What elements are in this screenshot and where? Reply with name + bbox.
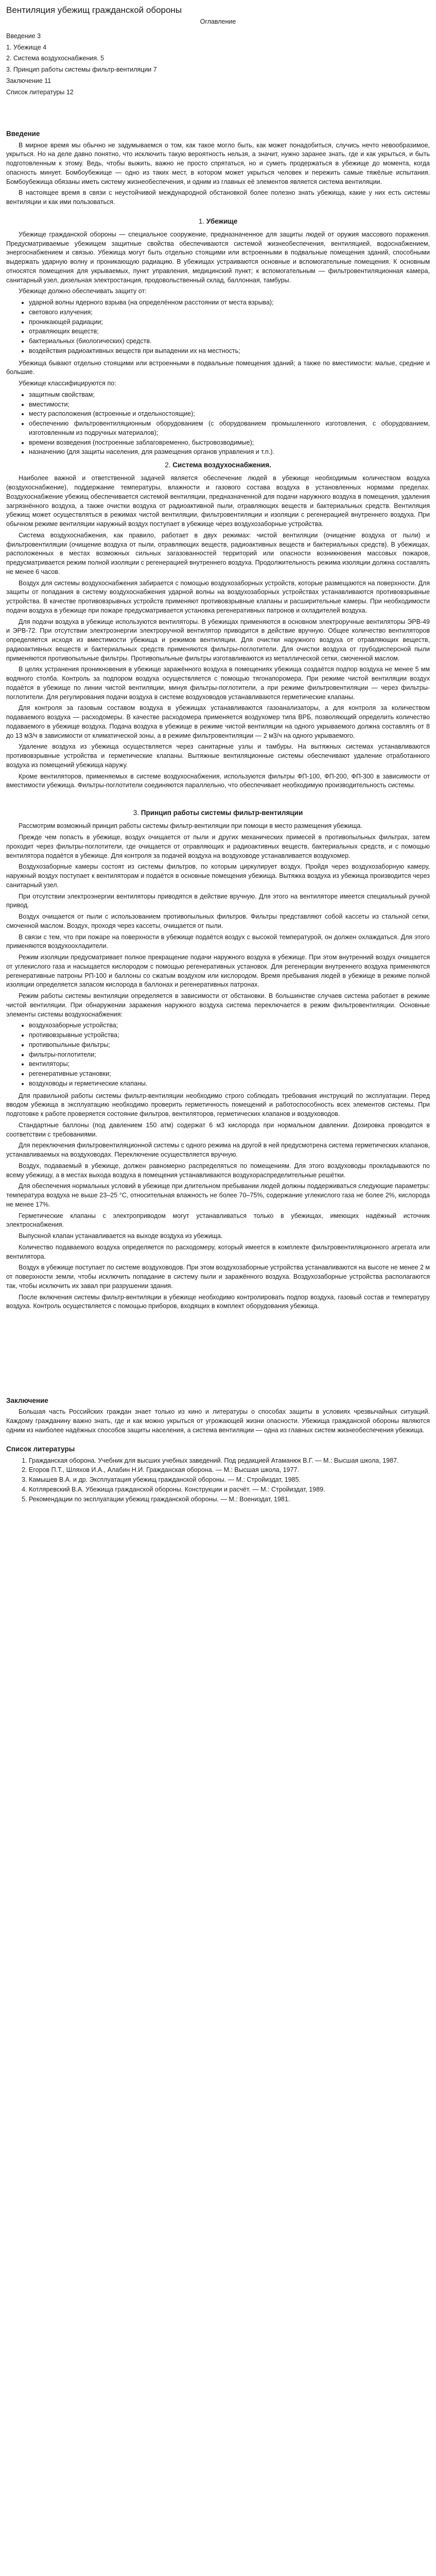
list-item: • светового излучения; bbox=[29, 308, 430, 317]
paragraph: Для подачи воздуха в убежище используются вентиляторы. В убежищах применяются в основном электроручные вентиляторы ЭРВ-49 и ЭРВ-72. При отсутствии электроэнергии электроручной вентилятор приводится в действие вручную. Общее количество вентиляторов определяется исходя из вместимости убежища и режимов вентиляции. Для очистки наружного воздуха от отравляющих веществ, радиоактивных веществ и бактериальных средств применяются фильтры-поглотители. Для очистки воздуха от грубодисперсной пыли применяются противопыльные фильтры. Противопыльные фильтры изготавливаются из металлической сетки, смоченной маслом. bbox=[6, 618, 430, 662]
toc-item[interactable]: Введение 3 bbox=[6, 32, 41, 40]
list-item: • бактериальных (биологических) средств. bbox=[29, 337, 430, 346]
list-item: • обеспечению фильтровентиляционным оборудованием (с оборудованием промышленного изготовления, с оборудованием, изготовленным из подручных материалов); bbox=[29, 419, 430, 438]
chapter-2-section bbox=[6, 460, 430, 790]
paragraph: В целях устранения проникновения в убежище заражённого воздуха в помещениях убежища создаётся подпор воздуха не менее 5 мм водяного столба. Контроль за подпором воздуха осуществляется с помощью тягонапоромера. При режиме чистой вентиляции воздух подаётся в убежище по линии чистой вентиляции, минуя фильтры-поглотители, а при режиме фильтровентиляции — через фильтры-поглотители. Для регулирования подачи воздуха в системе воздуховодов устанавливаются герметические клапаны. bbox=[6, 666, 430, 701]
list-item: • времени возведения (построенные заблаговременно, быстровозводимые); bbox=[29, 438, 430, 448]
introduction-heading: Введение bbox=[6, 130, 40, 138]
list-item: • противовзрывные устройства; bbox=[29, 1031, 430, 1040]
list-item: • защитным свойствам; bbox=[29, 391, 430, 400]
paragraph: Стандартные баллоны (под давлением 150 атм) содержат 6 м3 кислорода при нормальном давлении. Дозировка проводится в соответствии с требованиями. bbox=[6, 1121, 430, 1138]
list-item: • проникающей радиации; bbox=[29, 318, 430, 327]
paragraph: Воздухозаборные камеры состоят из системы фильтров, по которым циркулирует воздух. Пройдя через воздухозаборную камеру, наружный воздух поступает к вентиляторам и подаётся в основные помещения убежища. Вытяжка воздуха из убежища производится через санитарный узел. bbox=[6, 863, 430, 889]
toc-item[interactable]: Список литературы 12 bbox=[6, 88, 74, 96]
toc-item[interactable]: 3. Принцип работы системы фильтр-вентиляции 7 bbox=[6, 66, 157, 74]
chapter-3-heading bbox=[6, 808, 430, 818]
list-item: • противопыльные фильтры; bbox=[29, 1041, 430, 1050]
paragraph: Количество подаваемого воздуха определяется по расходомеру, который имеется в комплекте фильтровентиляционного агрегата или вентилятора. bbox=[6, 1243, 430, 1260]
paragraph: В мирное время мы обычно не задумываемся о том, как такое могло быть, как может понадобиться, случись нечто невообразимое, укрыться. Но на деле давно понятно, что исключить такую вероятность нельзя, а значит, нужно заранее знать, где и как укрыться, и быть подготовленным к этому. Ведь, чтобы выжить, важно не просто спрятаться, но и суметь продержаться в убежище до момента, когда опасность минует. Бомбоубежище — одно из таких мест, в котором может укрыться человек и пережить самые тяжёлые испытания. Бомбоубежища обязаны иметь систему жизнеобеспечения, и одним из главных её элементов является система вентиляции. bbox=[6, 141, 430, 185]
bibliography-heading: Список литературы bbox=[6, 1445, 75, 1453]
list-item: • отравляющих веществ; bbox=[29, 327, 430, 336]
paragraph: Выпускной клапан устанавливается на выходе воздуха из убежища. bbox=[19, 1232, 223, 1240]
list-item: • регенеративные установки; bbox=[29, 1070, 430, 1079]
paragraph: Убежище должно обеспечивать защиту от: bbox=[19, 287, 147, 295]
paragraph: Для переключения фильтровентиляционной системы с одного режима на другой в ней предусмотрена система герметических клапанов, устанавливаемых на воздуховодах. Переключение осуществляется вручную. bbox=[6, 1142, 430, 1158]
protection-list bbox=[6, 298, 430, 356]
classification-list bbox=[6, 391, 430, 457]
list-item: • фильтры-поглотители; bbox=[29, 1050, 430, 1060]
list-item: • вентиляторы; bbox=[29, 1060, 430, 1069]
paragraph: Герметические клапаны с электроприводом могут устанавливаться только в убежищах, имеющих надёжный источник электроснабжения. bbox=[6, 1212, 430, 1229]
paragraph: Убежища бывают отдельно стоящими или встроенными в подвальные помещения зданий; а также по вместимости: малые, средние и большие. bbox=[6, 359, 430, 376]
paragraph: В связи с тем, что при пожаре на поверхности в убежище подаётся воздух с высокой температурой, он должен охлаждаться. Для этого применяются воздухоохладители. bbox=[6, 933, 430, 950]
conclusion-section bbox=[6, 1396, 430, 1435]
bibliography-section bbox=[6, 1444, 430, 1504]
list-item: • воздухозаборные устройства; bbox=[29, 1021, 430, 1030]
chapter-2-heading bbox=[6, 460, 430, 470]
toc-item[interactable]: 2. Система воздухоснабжения. 5 bbox=[6, 55, 104, 62]
bibliography-item: 4. Котляревский В.А. Убежища гражданской обороны. Конструкции и расчёт. — М.: Стройиздат, 1989. bbox=[29, 1485, 430, 1495]
paragraph: Режим работы системы вентиляции определяется в зависимости от обстановки. В большинстве случаев система работает в режиме чистой вентиляции. При обнаружении заражения наружного воздуха система переключается в режим фильтровентиляции. Основные элементы системы воздухоснабжения: bbox=[6, 992, 430, 1018]
list-item: • воздуховоды и герметические клапаны. bbox=[29, 1079, 430, 1089]
bibliography-item: 1. Гражданская оборона. Учебник для высших учебных заведений. Под редакцией Атаманюк В.Г. — М.: Высшая школа, 1987. bbox=[29, 1456, 430, 1466]
paragraph: Кроме вентиляторов, применяемых в системе воздухоснабжения, используются фильтры ФП-100, ФП-200, ФП-300 в зависимости от вместимости убежища. Фильтры-поглотители соединяются параллельно, что обеспечивает необходимую производительность системы. bbox=[6, 772, 430, 789]
list-item: • назначению (для защиты населения, для размещения органов управления и т.п.). bbox=[29, 448, 430, 457]
paragraph: Прежде чем попасть в убежище, воздух очищается от пыли и других механических примесей в противопыльных фильтрах, затем проходит через фильтры-поглотители, где очищается от отравляющих и радиоактивных веществ, бактериальных средств, и с помощью вентилятора подаётся в убежище. Для контроля за подачей воздуха на воздуховоде устанавливается воздухомер. bbox=[6, 834, 430, 859]
chapter-1-section bbox=[6, 216, 430, 457]
toc-heading: Оглавление bbox=[200, 18, 236, 26]
paragraph: Убежище гражданской обороны — специальное сооружение, предназначенное для защиты людей от оружия массового поражения. Предусматриваемые убежищем защитные свойства обеспечиваются системой жизнеобеспечения, вентиляцией, водоснабжением, энергоснабжением и связью. Убежища могут быть отдельно стоящими или встроенными в подвальные помещения зданий, способными выдержать ударную волну и проникающую радиацию. В убежищах устраиваются основные и вспомогательные помещения. К основным относятся помещения для укрываемых, пункт управления, медицинский пункт; к вспомогательным — фильтровентиляционная камера, санитарный узел, дизельная электростанция, продовольственный склад, баллонная, тамбуры. bbox=[6, 230, 430, 284]
toc-item[interactable]: 1. Убежище 4 bbox=[6, 43, 47, 51]
list-item: • месту расположения (встроенные и отдельностоящие); bbox=[29, 410, 430, 419]
table-of-contents bbox=[6, 18, 430, 97]
chapter-title: Убежище bbox=[206, 217, 238, 225]
paragraph: Рассмотрим возможный принцип работы системы фильтр-вентиляции при помощи в место размещения убежища. bbox=[19, 822, 362, 830]
paragraph: В настоящее время в связи с неустойчивой международной обстановкой более полезно знать убежища, какие у них есть системы вентиляции и как ими пользоваться. bbox=[6, 189, 430, 206]
chapter-number: 2. bbox=[165, 461, 171, 469]
chapter-number: 1. bbox=[198, 217, 204, 225]
toc-item[interactable]: Заключение 11 bbox=[6, 77, 51, 84]
paragraph: После включения системы фильтр-вентиляции в убежище необходимо контролировать подпор воздуха, газовый состав и температуру воздуха. Контроль осуществляется с помощью приборов, входящих в комплект оборудования убежища. bbox=[6, 1293, 430, 1310]
document-title: Вентиляция убежищ гражданской обороны bbox=[6, 5, 182, 15]
list-item: • ударной волны ядерного взрыва (на определённом расстоянии от места взрыва); bbox=[29, 298, 430, 308]
list-item: • воздействия радиоактивных веществ при выпадении их на местность; bbox=[29, 347, 430, 356]
paragraph: Система воздухоснабжения, как правило, работает в двух режимах: чистой вентиляции (очищение воздуха от пыли) и фильтровентиляции (очищение воздуха от пыли, отравляющих веществ, радиоактивных веществ и бактериальных средств). В убежищах, расположенных в местах возможных сильных загазованностей территорий или опасности возникновения массовых пожаров, предусматривается режим полной изоляции с регенерацией внутреннего воздуха. Продолжительность режима изоляции должна составлять не менее 6 часов. bbox=[6, 531, 430, 575]
chapter-title: Принцип работы системы фильтр-вентиляции bbox=[141, 809, 303, 817]
paragraph: Воздух для системы воздухоснабжения забирается с помощью воздухозаборных устройств, которые размещаются на поверхности. Для защиты от попадания в систему воздухоснабжения ударной волны на воздухозаборных устройствах устанавливаются противовзрывные устройства. В качестве противовзрывных устройств применяют противовзрывные клапаны и расширительные камеры. При необходимости подачи воздуха в убежище при пожаре предусматривается установка регенеративных патронов и охладителей воздуха. bbox=[6, 579, 430, 614]
paragraph: При отсутствии электроэнергии вентиляторы приводятся в действие вручную. Для этого на вентиляторе имеется специальный ручной привод. bbox=[6, 892, 430, 909]
paragraph: Большая часть Российских граждан знает только из кино и литературы о способах защиты в условиях чрезвычайных ситуаций. Каждому гражданину важно знать, где и как можно укрыться от угрожающей жизни опасности. Убежища гражданской обороны являются одним из наиболее надёжных способов защиты населения, а система вентиляции — одна из главных систем жизнеобеспечения убежища. bbox=[6, 1408, 430, 1434]
paragraph: Для контроля за газовым составом воздуха в убежищах устанавливаются газоанализаторы, а для контроля за количеством подаваемого воздуха — расходомеры. В качестве расходомера применяется воздухомер типа ВРБ, позволяющий определить количество подаваемого в убежище воздуха. Подача воздуха в убежище в режиме чистой вентиляции на одного укрываемого должна составлять от 8 до 13 м3/ч в зависимости от климатической зоны, а в режиме фильтровентиляции — 2 м3/ч на одного укрываемого. bbox=[6, 704, 430, 739]
bibliography-item: 3. Камышев В.А. и др. Эксплуатация убежищ гражданской обороны. — М.: Стройиздат, 1985. bbox=[29, 1476, 430, 1485]
paragraph: Удаление воздуха из убежища осуществляется через санитарные узлы и тамбуры. На вытяжных системах устанавливаются противовзрывные устройства и герметические клапаны. Вытяжные вентиляционные системы обеспечивают удаление отработанного воздуха из помещений убежища наружу. bbox=[6, 743, 430, 769]
paragraph: Воздух в убежище поступает по системе воздуховодов. При этом воздухозаборные устройства устанавливаются на высоте не менее 2 м от поверхности земли, чтобы исключить попадание в систему пыли и заражённого воздуха. Воздухозаборные устройства располагаются так, чтобы исключить их завал при разрушении здания. bbox=[6, 1264, 430, 1290]
introduction-section bbox=[6, 129, 430, 207]
chapter-number: 3. bbox=[133, 809, 139, 817]
chapter-3-section bbox=[6, 808, 430, 1311]
bibliography-item: 5. Рекомендации по эксплуатации убежищ гражданской обороны. — М.: Воениздат, 1981. bbox=[29, 1495, 430, 1504]
system-elements-list bbox=[6, 1021, 430, 1088]
conclusion-heading: Заключение bbox=[6, 1397, 48, 1404]
paragraph: Наиболее важной и ответственной задачей является обеспечение людей в убежище необходимым количеством воздуха (воздухоснабжение), поддержание температуры, влажности и газового состава воздуха в установленных нормами пределах. Воздухоснабжение убежищ обеспечивается системой вентиляции, предназначенной для подачи наружного воздуха в помещения, удаления загрязнённого воздуха, а также очистки воздуха от радиоактивной пыли, отравляющих веществ и бактериальных средств. Вентиляция убежищ может осуществляться в режимах чистой вентиляции, фильтровентиляции и изоляции с регенерацией внутреннего воздуха. При обычном режиме вентиляции наружный воздух поступает в убежище через воздухозаборные устройства. bbox=[6, 474, 430, 528]
bibliography-list bbox=[6, 1456, 430, 1504]
paragraph: Для правильной работы системы фильтр-вентиляции необходимо строго соблюдать требования инструкций по эксплуатации. Перед вводом убежища в эксплуатацию необходимо проверить герметичность помещений и работоспособность всех элементов системы. При подготовке к работе проверяется состояние фильтров, вентиляторов, герметических клапанов и воздуховодов. bbox=[6, 1092, 430, 1117]
chapter-title: Система воздухоснабжения. bbox=[172, 461, 271, 469]
bibliography-item: 2. Егоров П.Т., Шляхов И.А., Алабин Н.И. Гражданская оборона. — М.: Высшая школа, 1977. bbox=[29, 1466, 430, 1475]
paragraph: Воздух очищается от пыли с использованием противопыльных фильтров. Фильтры представляют собой кассеты из стальной сетки, смоченной маслом. Воздух, проходя через кассеты, очищается от пыли. bbox=[6, 913, 430, 929]
list-item: • вместимости; bbox=[29, 400, 430, 410]
paragraph: Убежище классифицируются по: bbox=[19, 380, 116, 387]
paragraph: Для обеспечения нормальных условий в убежище при длительном пребывании людей должны поддерживаться следующие параметры: температура воздуха не выше 23–25 °С, относительная влажность не более 70–75%, содержание углекислого газа не более 2%, кислорода не менее 17%. bbox=[6, 1182, 430, 1208]
paragraph: Режим изоляции предусматривает полное прекращение подачи наружного воздуха в убежище. При этом внутренний воздух очищается от углекислого газа и насыщается кислородом с помощью регенеративных установок. Для регенерации внутреннего воздуха применяются регенеративные патроны РП-100 и баллоны со сжатым воздухом или кислородом. Время пребывания людей в убежище в режиме полной изоляции определяется запасом кислорода в баллонах и регенеративных патронах. bbox=[6, 954, 430, 989]
paragraph: Воздух, подаваемый в убежище, должен равномерно распределяться по помещениям. Для этого воздуховоды прокладываются по всему убежищу, а в местах выхода воздуха в помещения устанавливаются воздухораспределительные решётки. bbox=[6, 1162, 430, 1179]
chapter-1-heading bbox=[6, 216, 430, 226]
